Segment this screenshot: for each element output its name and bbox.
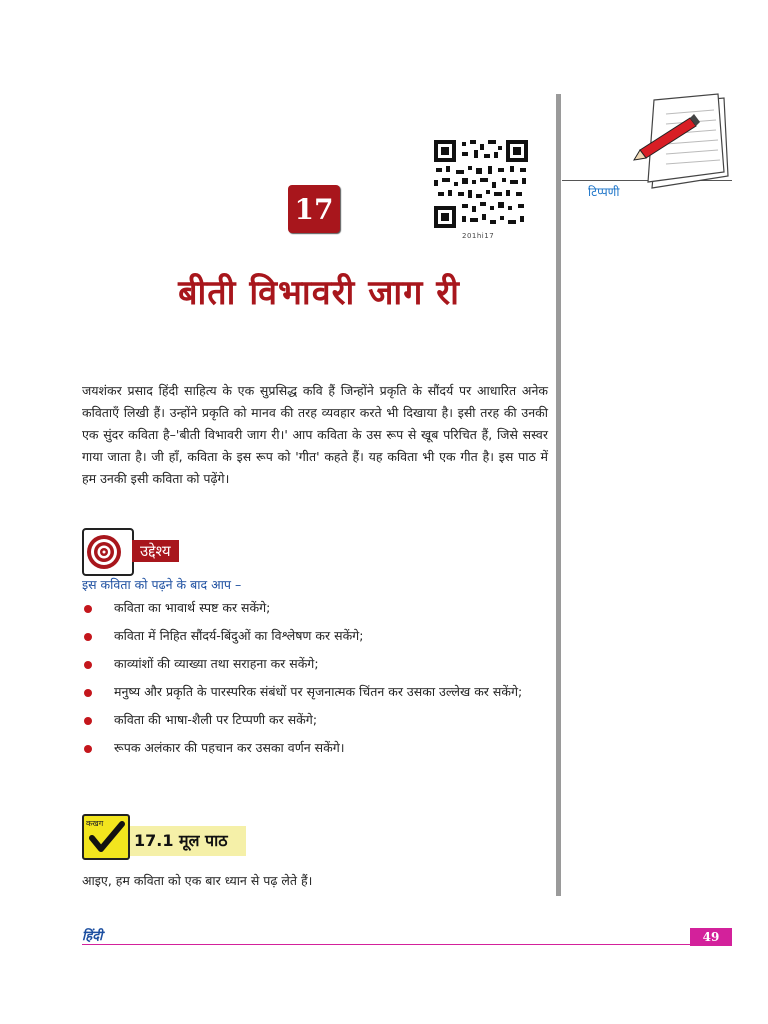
list-item: मनुष्य और प्रकृति के पारस्परिक संबंधों पर सृजनात्मक चिंतन कर उसका उल्लेख कर सकेंगे; bbox=[82, 682, 548, 702]
chapter-title: बीती विभावरी जाग री bbox=[178, 273, 460, 313]
bullet-icon bbox=[84, 633, 92, 641]
margin-rule bbox=[556, 94, 561, 896]
bullet-icon bbox=[84, 661, 92, 669]
bullet-icon bbox=[84, 717, 92, 725]
target-icon bbox=[84, 530, 132, 574]
notepad-pencil-icon bbox=[632, 92, 732, 192]
objectives-heading: उद्देश्य bbox=[132, 540, 179, 562]
objectives-list bbox=[82, 598, 548, 766]
qr-caption: 201hi17 bbox=[462, 232, 495, 240]
footer-rule bbox=[82, 944, 690, 945]
bullet-icon bbox=[84, 745, 92, 753]
qr-code-icon bbox=[432, 138, 530, 230]
intro-paragraph: जयशंकर प्रसाद हिंदी साहित्य के एक सुप्रसिद्ध कवि हैं जिन्होंने प्रकृति के सौंदर्य पर आधारित अनेक कविताएँ लिखी हैं। उन्होंने प्रकृति को मानव की तरह व्यवहार करते भी दिखाया है। इसी तरह की उनकी एक सुंदर कविता है–'बीती विभावरी जाग री।' आप कविता के उस रूप से खूब परिचित हैं, जिसे सस्वर गाया जाता है। जी हाँ, कविता के इस रूप को 'गीत' कहते हैं। यह कविता भी एक गीत है। इस पाठ में हम उनकी इसी कविता को पढ़ेंगे। bbox=[82, 383, 548, 486]
objective-badge bbox=[82, 528, 134, 576]
chapter-number: 17 bbox=[288, 185, 340, 233]
section-badge-tag: कखग bbox=[86, 819, 104, 828]
list-item: रूपक अलंकार की पहचान कर उसका वर्णन सकेंगे। bbox=[82, 738, 548, 758]
footer-subject: हिंदी bbox=[82, 929, 103, 944]
list-item: कविता का भावार्थ स्पष्ट कर सकेंगे; bbox=[82, 598, 548, 618]
page-number: 49 bbox=[690, 928, 732, 946]
list-item: काव्यांशों की व्याख्या तथा सराहना कर सकेंगे; bbox=[82, 654, 548, 674]
list-item: कविता में निहित सौंदर्य-बिंदुओं का विश्लेषण कर सकेंगे; bbox=[82, 626, 548, 646]
sidebar-notes-label: टिप्पणी bbox=[588, 185, 620, 199]
bullet-icon bbox=[84, 605, 92, 613]
section-heading: 17.1 मूल पाठ bbox=[130, 826, 246, 856]
objectives-lead: इस कविता को पढ़ने के बाद आप – bbox=[82, 577, 242, 592]
list-item: कविता की भाषा-शैली पर टिप्पणी कर सकेंगे; bbox=[82, 710, 548, 730]
bullet-icon bbox=[84, 689, 92, 697]
section-text: आइए, हम कविता को एक बार ध्यान से पढ़ लेते हैं। bbox=[82, 873, 313, 888]
